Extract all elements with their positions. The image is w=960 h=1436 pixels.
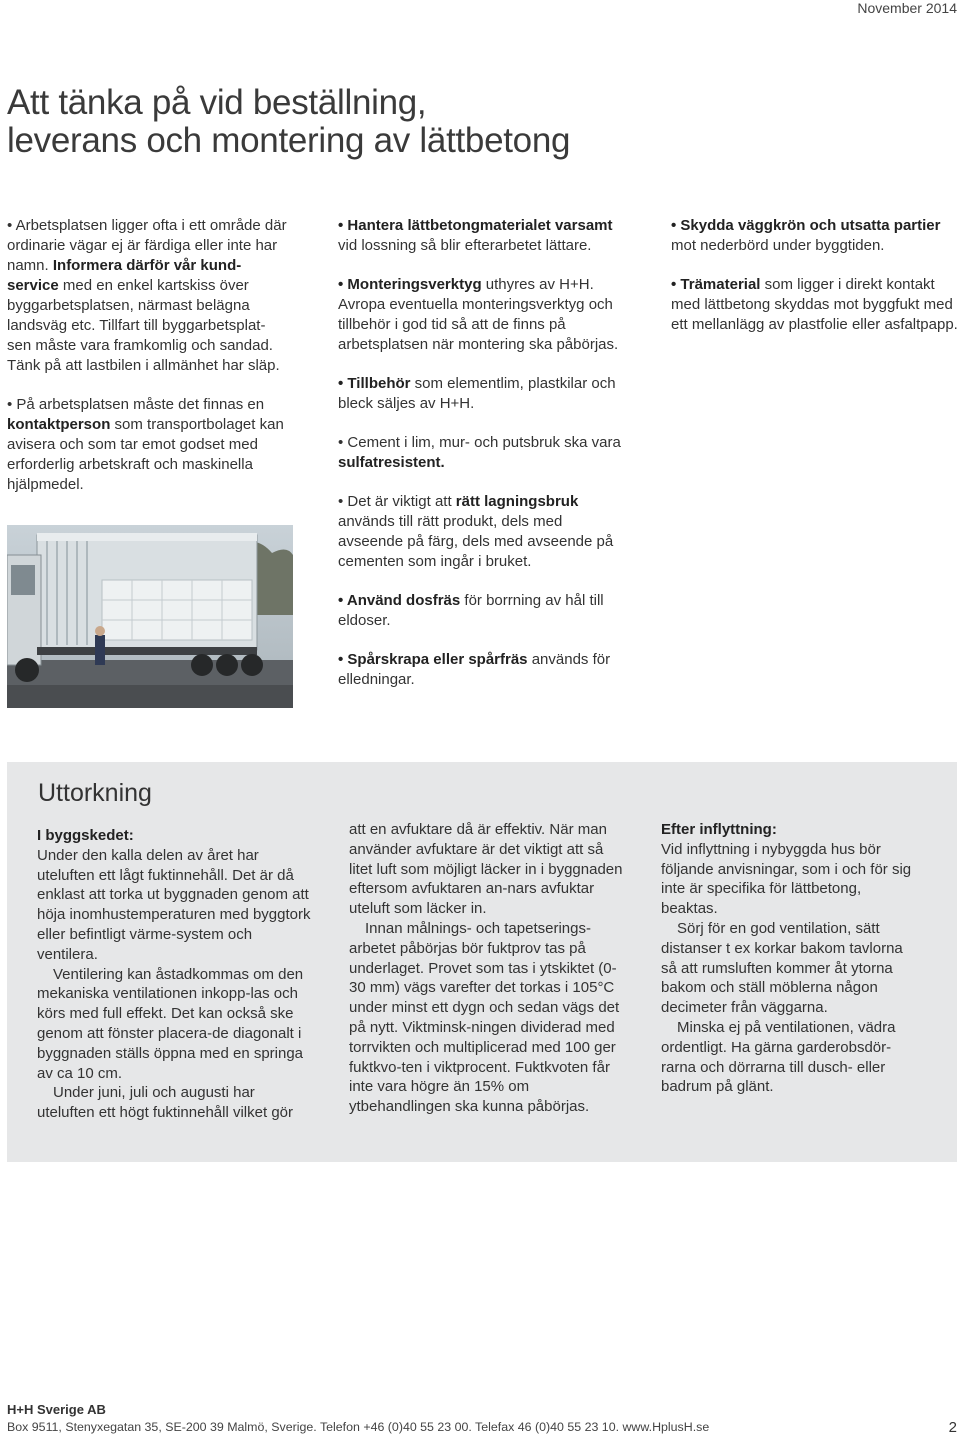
uttorkning-box (7, 762, 957, 1162)
inflyttning-paragraph-3: Minska ej på ventilationen, vädra ordentligt. Ha gärna garderobsdör-rarna och dörrarna till dusch- eller badrum på glänt. (661, 1018, 896, 1096)
byggskedet-paragraph-1: Under den kalla delen av året har uteluften ett lågt fuktinnehåll. Det är då enklast att torka ut byggnaden genom att höja inomhustemperaturen med byggtork eller befintligt värme-system och ventilera. (37, 846, 311, 963)
byggskedet-paragraph-3: Under juni, juli och augusti har uteluften ett högt fuktinnehåll vilket gör (37, 1084, 293, 1122)
bullet-lagningsbruk: • Det är viktigt att rätt lagningsbruk används till rätt produkt, dels med avseende på färg, dels med avseende på cementen som ingår i bruket. (338, 493, 614, 570)
inflyttning-paragraph-1: Vid inflyttning i nybyggda hus bör följande anvisningar, som i och för sig inte är specifika för lättbetong, beaktas. (661, 840, 912, 918)
inflyttning-paragraph-2: Sörj för en god ventilation, sätt distanser t ex korkar bakom tavlorna så att rumsluften kommer åt ytorna bakom och ställ möblerna någon decimeter från väggarna. (661, 919, 903, 1017)
footer-address: Box 9511, Stenyxegatan 35, SE-200 39 Malmö, Sverige. Telefon +46 (0)40 55 23 00. Telefax 46 (0)40 55 23 10. www.HplusH.se (7, 1420, 710, 1434)
uttorkning-heading: Uttorkning (38, 779, 152, 807)
bullet-hantera: • Hantera lättbetongmaterialet varsamt vid lossning så blir efterarbetet lättare. (338, 217, 613, 254)
document-date: November 2014 (857, 0, 957, 16)
column-left (7, 216, 287, 514)
uttorkning-column-2 (349, 820, 624, 1117)
bullet-skydda: • Skydda väggkrön och utsatta partier mot nederbörd under byggtiden. (671, 217, 941, 254)
avfuktare-paragraph: att en avfuktare då är effektiv. När man använder avfuktare är det viktigt att så litet luft som möjligt läcker in i byggnaden eftersom avfuktaren an-nars avfuktar uteluft som läcker in. (349, 821, 623, 918)
bullet-kontaktperson: • På arbetsplatsen måste det finnas en kontaktperson som transportbolaget kan avisera och som tar emot godset med erforderlig arbetskraft och maskinella hjälpmedel. (7, 396, 284, 493)
inflyttning-heading: Efter inflyttning: (661, 821, 777, 838)
byggskedet-heading: I byggskedet: (37, 827, 134, 844)
bullet-tillbehor: • Tillbehör som elementlim, plastkilar och bleck säljes av H+H. (338, 375, 616, 412)
bullet-tramaterial: • Trämaterial som ligger i direkt kontakt med lättbetong skyddas mot byggfukt med ett mellanlägg av plastfolie eller asfaltpapp. (671, 276, 958, 333)
bullet-cement: • Cement i lim, mur- och putsbruk ska vara sulfatresistent. (338, 434, 621, 471)
title-line-1: Att tänka på vid beställning, (7, 83, 427, 122)
column-right (671, 216, 960, 354)
byggskedet-paragraph-2: Ventilering kan åstadkommas om den mekaniska ventilationen inkopp-las och körs med full effekt. Det kan också ske genom att fönster placera-de diagonalt i byggnaden ställs öppna med en springa av ca 10 cm. (37, 965, 304, 1082)
truck-delivery-photo (7, 525, 293, 708)
uttorkning-column-3 (661, 820, 921, 1097)
footer-company: H+H Sverige AB (7, 1402, 106, 1417)
bullet-monteringsverktyg: • Monteringsverktyg uthyres av H+H. Avropa eventuella monteringsverktyg och tillbehör i god tid så att de finns på arbetsplatsen när montering ska påbörjas. (338, 276, 619, 353)
column-middle (338, 216, 630, 709)
fuktprov-paragraph: Innan målnings- och tapetserings-arbetet påbörjas bör fuktprov tas på underlaget. Provet som tas i ytskiktet (0-30 mm) vägs varefter det torkas i 105°C under minst ett dygn och sedan vägs det på nytt. Viktminsk-ningen dividerad med torrvikten och multiplicerad med 100 ger fuktkvo-ten i viktprocent. Fuktkvoten får inte vara högre än 15% om ytbehandlingen ska kunna påbörjas. (349, 919, 620, 1116)
uttorkning-column-1 (37, 826, 312, 1123)
bullet-sparskrapa: • Spårskrapa eller spårfräs används för elledningar. (338, 651, 611, 688)
title-line-2: leverans och montering av lättbetong (7, 121, 571, 160)
bullet-arbetsplatsen: • Arbetsplatsen ligger ofta i ett område där ordinarie vägar ej är färdiga eller inte har namn. Informera därför vår kund-service med en enkel kartskiss över byggarbetsplatsen, närmast belägna landsväg etc. Tillfart till byggarbetsplat-sen måste vara framkomlig och sandad. Tänk på att lastbilen i allmänhet har släp. (7, 217, 287, 374)
page-title (7, 84, 570, 160)
page-number: 2 (948, 1419, 957, 1436)
bullet-dosfras: • Använd dosfräs för borrning av hål till eldoser. (338, 592, 604, 629)
